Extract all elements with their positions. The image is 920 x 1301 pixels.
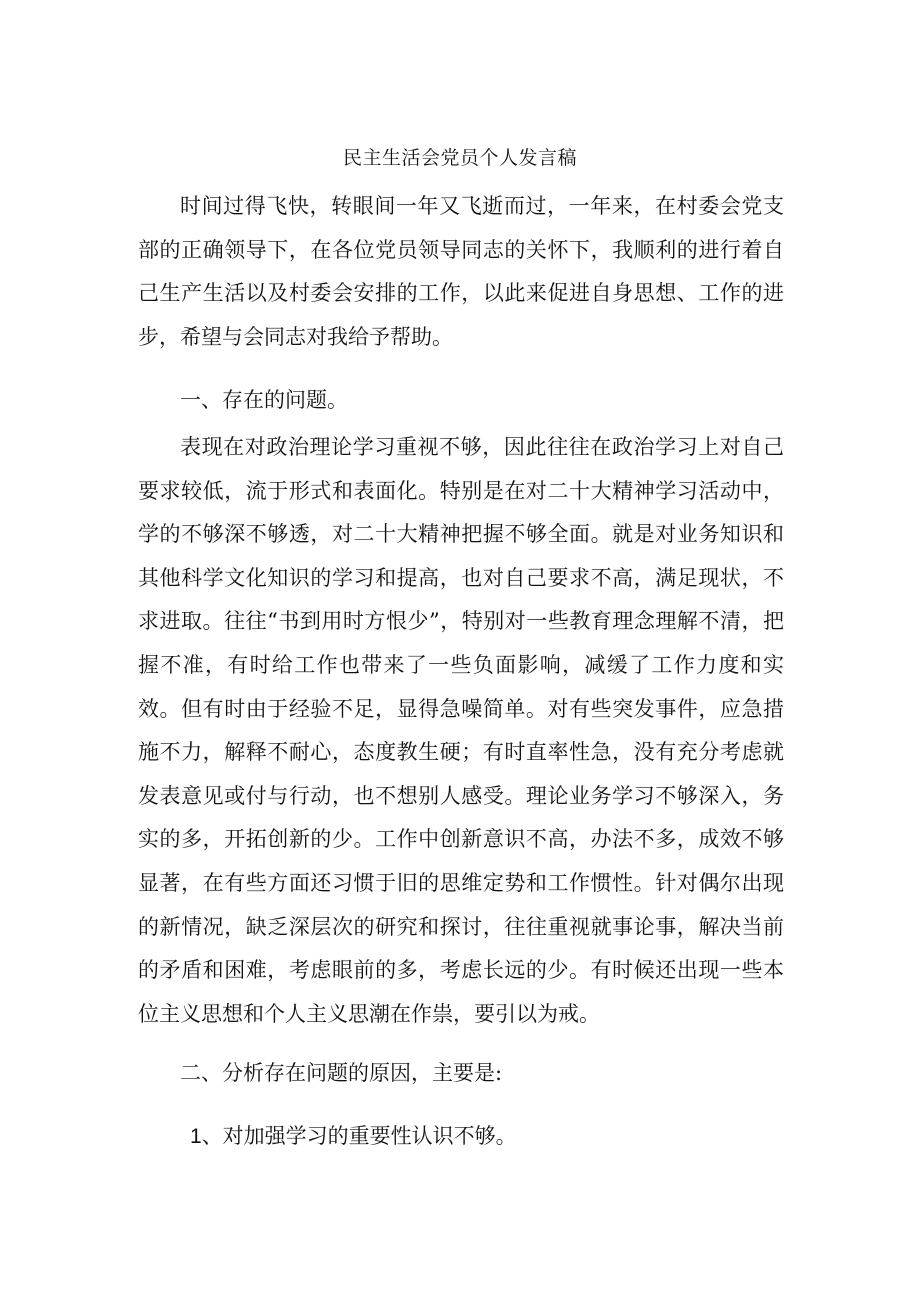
section-heading-causes: 二、分析存在问题的原因，主要是: [180,1061,503,1085]
problems-paragraph: 表现在对政治理论学习重视不够，因此往往在政治学习上对自己要求较低，流于形式和表面化。特别是在对二十大精神学习活动中，学的不够深不够透，对二十大精神把握不够全面。就是对业务知识和其他科学文化知识的学习和提高，也对自己要求不高，满足现状，不求进取。往往“书到用时方恨少”，特别对一些教育理念理解不清，把握不准，有时给工作也带来了一些负面影响，减缓了工作力度和实效。但有时由于经验不足，显得急噪简单。对有些突发事件，应急措施不力，解释不耐心，态度教生硬；有时直率性急，没有充分考虑就发表意见或付与行动，也不想别人感受。理论业务学习不够深入，务实的多，开拓创新的少。工作中创新意识不高，办法不多，成效不够显著，在有些方面还习惯于旧的思维定势和工作惯性。针对偶尔出现的新情况，缺乏深层次的研究和探讨，往往重视就事论事，解决当前的矛盾和困难，考虑眼前的多，考虑长远的少。有时候还出现一些本位主义思想和个人主义思潮在作祟，要引以为戒。 [138,435,784,1026]
cause-item-1 [138,1115,784,1159]
cause-item-1-text: 、对加强学习的重要性认识不够。 [201,1124,517,1148]
cause-item-1-number: 1 [190,1125,202,1148]
document-title: 民主生活会党员个人发言稿 [342,147,577,169]
intro-paragraph: 时间过得飞快，转眼间一年又飞逝而过，一年来，在村委会党支部的正确领导下，在各位党员领导同志的关怀下，我顺利的进行着自己生产生活以及村委会安排的工作，以此来促进自身思想、工作的进步，希望与会同志对我给予帮助。 [138,194,784,349]
section-heading-problems: 一、存在的问题。 [180,388,348,412]
